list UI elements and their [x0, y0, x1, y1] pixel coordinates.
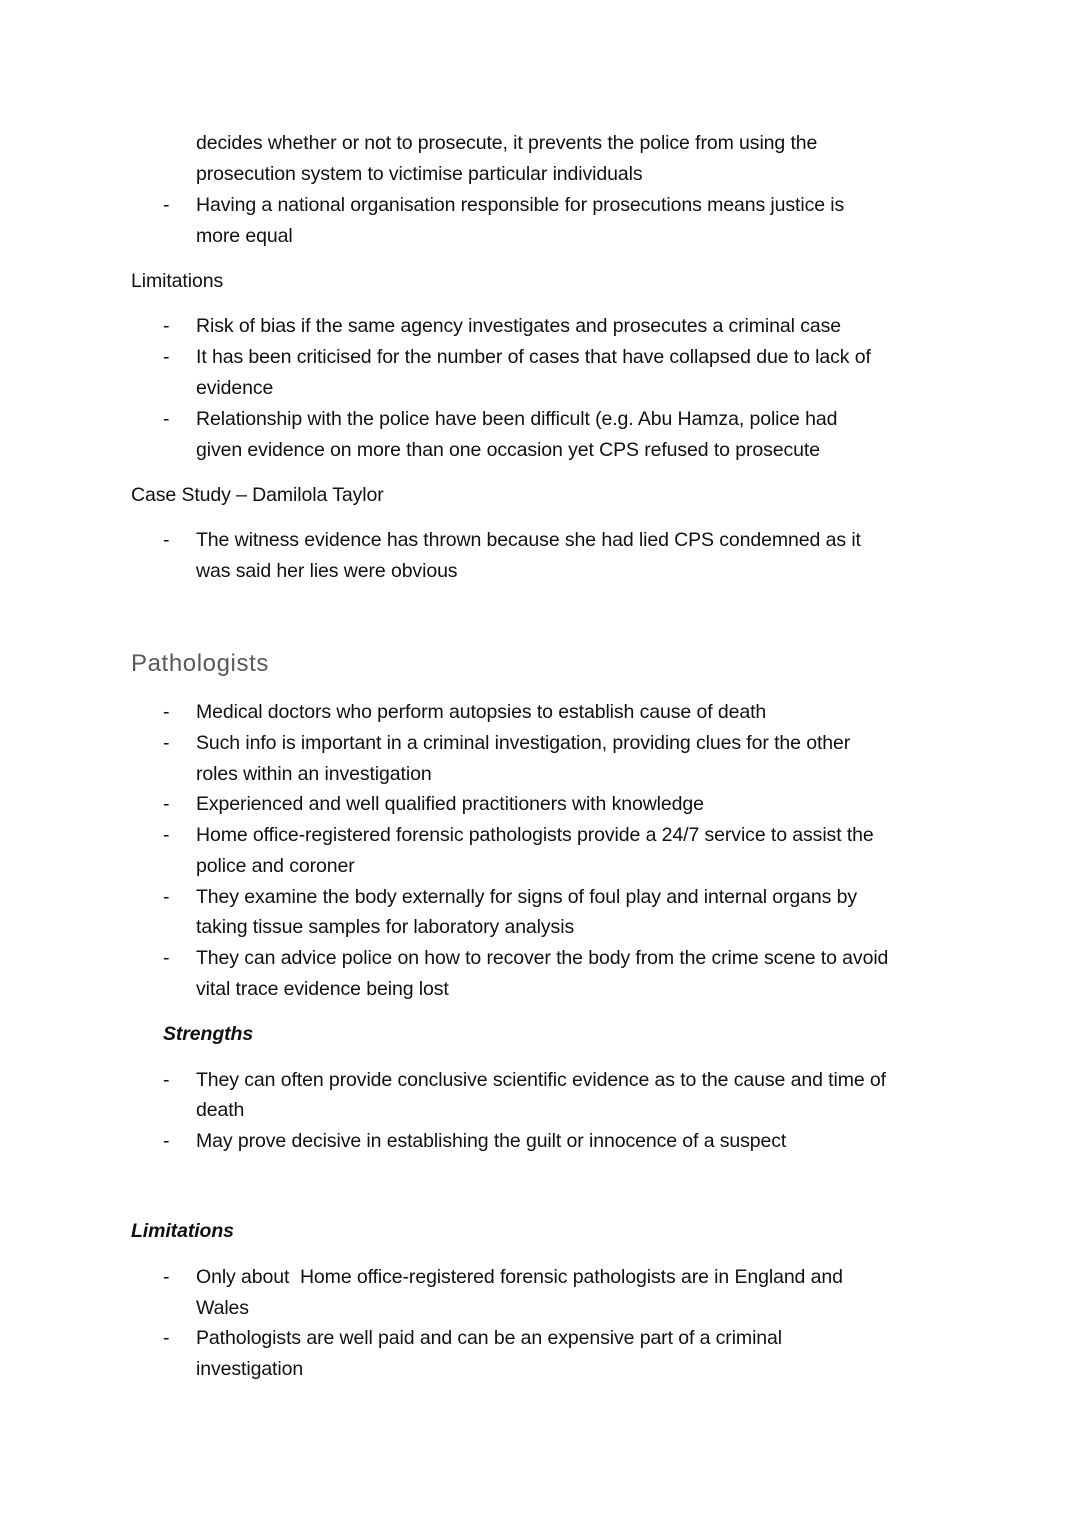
list-item: It has been criticised for the number of cases that have collapsed due to lack of	[196, 346, 871, 368]
list-item-continuation: Wales	[196, 1297, 249, 1319]
bullet-dash: -	[163, 1266, 170, 1288]
list-item-continuation: given evidence on more than one occasion yet CPS refused to prosecute	[196, 439, 820, 461]
bullet-dash: -	[163, 1130, 170, 1152]
list-item-continuation: taking tissue samples for laboratory analysis	[196, 916, 575, 938]
bullet-dash: -	[163, 732, 170, 754]
list-item: Having a national organisation responsible for prosecutions means justice is	[196, 194, 845, 216]
list-item-continuation: police and coroner	[196, 855, 355, 877]
bullet-dash: -	[163, 1327, 170, 1349]
section-heading-limitations: Limitations	[131, 270, 224, 292]
bullet-dash: -	[163, 701, 170, 723]
subheading-limitations: Limitations	[131, 1220, 234, 1242]
bullet-dash: -	[163, 886, 170, 908]
list-item-continuation: was said her lies were obvious	[196, 560, 458, 582]
list-item-continuation: vital trace evidence being lost	[196, 978, 449, 1000]
list-item: Risk of bias if the same agency investigates and prosecutes a criminal case	[196, 315, 841, 337]
subheading-strengths: Strengths	[163, 1023, 254, 1045]
paragraph-line: decides whether or not to prosecute, it prevents the police from using the	[196, 132, 818, 154]
list-item-continuation: evidence	[196, 377, 274, 399]
section-heading-case-study: Case Study – Damilola Taylor	[131, 484, 384, 506]
list-item: Pathologists are well paid and can be an expensive part of a criminal	[196, 1327, 783, 1349]
bullet-dash: -	[163, 346, 170, 368]
bullet-dash: -	[163, 315, 170, 337]
bullet-dash: -	[163, 194, 170, 216]
list-item: They can often provide conclusive scientific evidence as to the cause and time of	[196, 1069, 886, 1091]
list-item: Medical doctors who perform autopsies to establish cause of death	[196, 701, 767, 723]
bullet-dash: -	[163, 824, 170, 846]
list-item: They can advice police on how to recover the body from the crime scene to avoid	[196, 947, 889, 969]
list-item-continuation: roles within an investigation	[196, 763, 432, 785]
list-item: Relationship with the police have been difficult (e.g. Abu Hamza, police had	[196, 408, 838, 430]
bullet-dash: -	[163, 408, 170, 430]
bullet-dash: -	[163, 529, 170, 551]
list-item: Home office-registered forensic pathologists provide a 24/7 service to assist the	[196, 824, 874, 846]
list-item: Only about Home office-registered forensic pathologists are in England and	[196, 1266, 843, 1288]
list-item-continuation: investigation	[196, 1358, 304, 1380]
list-item: The witness evidence has thrown because she had lied CPS condemned as it	[196, 529, 861, 551]
list-item-continuation: more equal	[196, 225, 293, 247]
list-item: May prove decisive in establishing the guilt or innocence of a suspect	[196, 1130, 787, 1152]
bullet-dash: -	[163, 1069, 170, 1091]
list-item: Experienced and well qualified practitioners with knowledge	[196, 793, 704, 815]
list-item-continuation: death	[196, 1099, 245, 1121]
section-heading-pathologists: Pathologists	[131, 650, 269, 677]
paragraph-line: prosecution system to victimise particular individuals	[196, 163, 643, 185]
list-item: Such info is important in a criminal investigation, providing clues for the other	[196, 732, 851, 754]
bullet-dash: -	[163, 793, 170, 815]
list-item: They examine the body externally for signs of foul play and internal organs by	[196, 886, 857, 908]
bullet-dash: -	[163, 947, 170, 969]
